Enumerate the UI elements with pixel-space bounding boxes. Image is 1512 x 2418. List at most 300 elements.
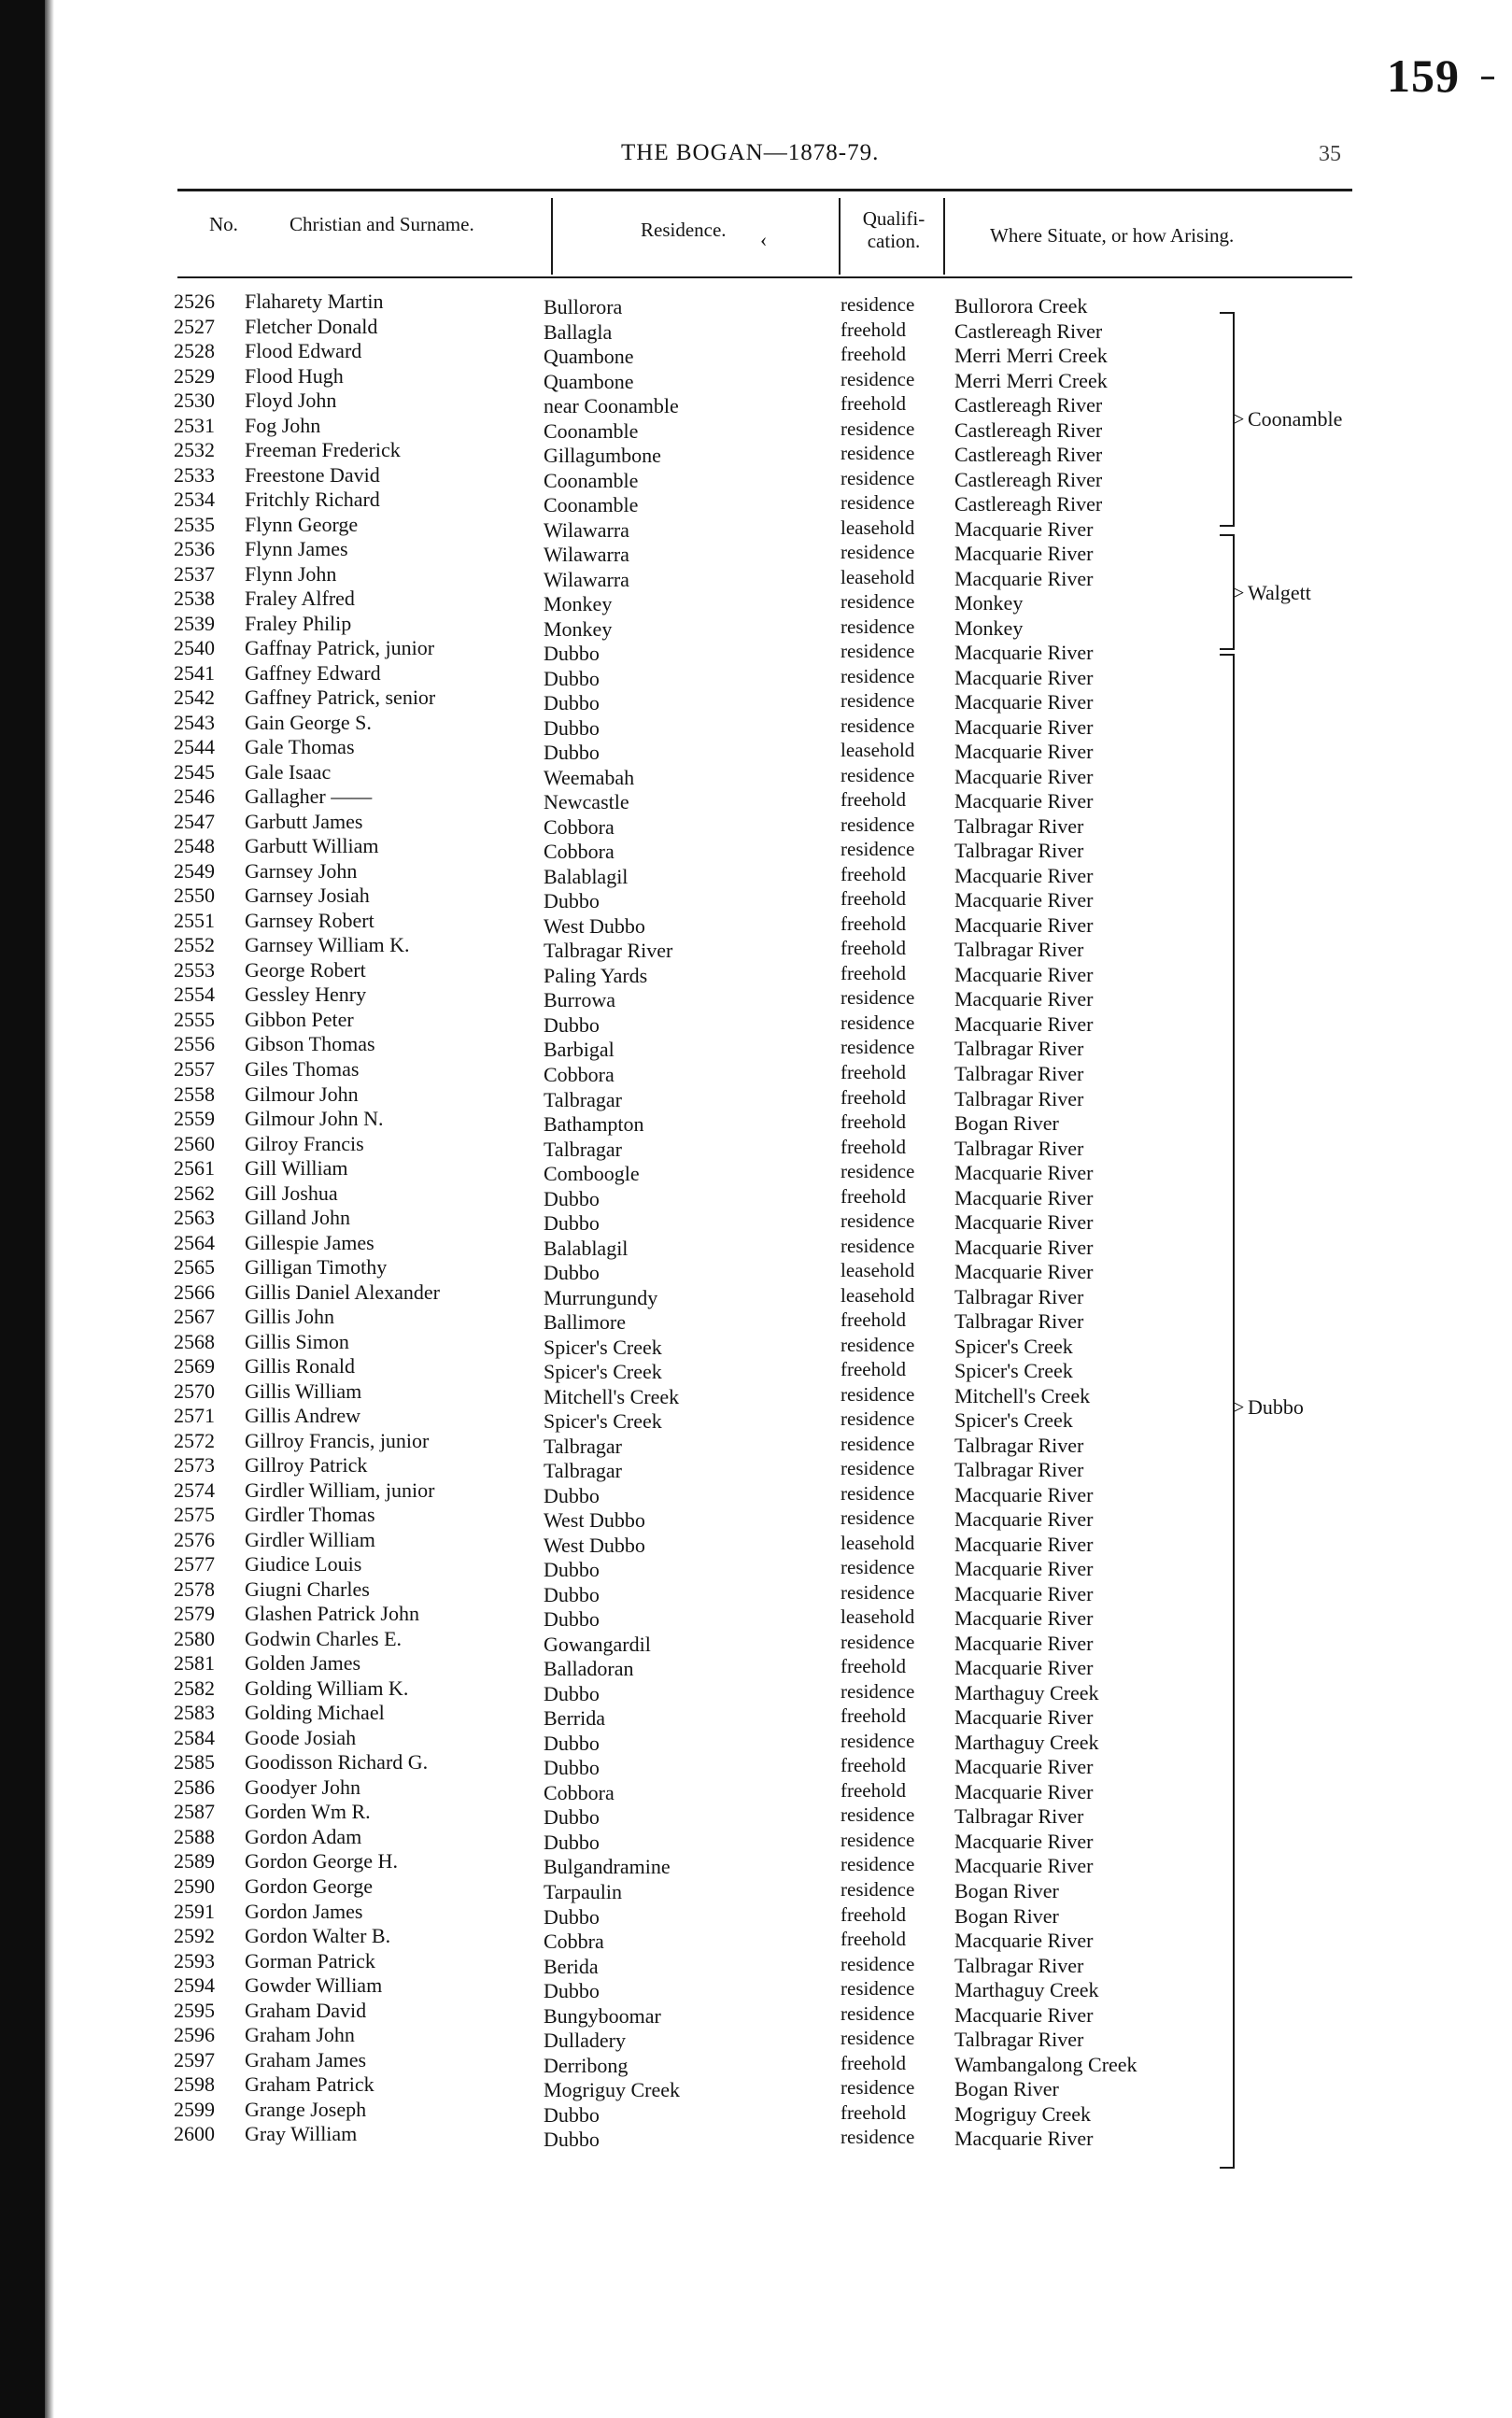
elector-number: 2561 <box>174 1156 215 1181</box>
elector-name: Freeman Frederick <box>245 438 401 462</box>
elector-row <box>0 1676 1512 1705</box>
elector-where-situate: Macquarie River <box>954 1507 1094 1532</box>
elector-qualification: residence <box>841 813 915 836</box>
elector-where-situate: Spicer's Creek <box>954 1359 1073 1383</box>
elector-name: Gordon Adam <box>245 1824 362 1848</box>
elector-row <box>0 1255 1512 1285</box>
elector-row <box>0 1626 1512 1656</box>
elector-row <box>0 785 1512 814</box>
elector-number: 2585 <box>174 1750 215 1775</box>
elector-residence: West Dubbo <box>544 913 645 938</box>
elector-residence: Dubbo <box>544 1186 600 1210</box>
elector-row <box>0 1007 1512 1037</box>
elector-where-situate: Macquarie River <box>954 987 1094 1011</box>
elector-qualification: freehold <box>841 788 906 812</box>
elector-residence: Weemabah <box>544 765 635 789</box>
elector-row <box>0 462 1512 492</box>
elector-qualification: residence <box>841 1556 915 1579</box>
elector-qualification: residence <box>841 1209 915 1233</box>
elector-number: 2591 <box>174 1899 215 1923</box>
elector-row <box>0 884 1512 913</box>
elector-residence: Mogriguy Creek <box>544 2078 681 2102</box>
elector-number: 2534 <box>174 488 215 512</box>
elector-residence: Paling Yards <box>544 963 648 987</box>
elector-where-situate: Macquarie River <box>954 1829 1094 1853</box>
elector-row <box>0 1824 1512 1854</box>
elector-qualification: residence <box>841 2027 915 2050</box>
elector-name: Golding William K. <box>245 1676 409 1700</box>
elector-name: Fraley Philip <box>245 611 352 635</box>
elector-number: 2558 <box>174 1082 215 1106</box>
elector-where-situate: Macquarie River <box>954 2002 1094 2027</box>
elector-row <box>0 2047 1512 2077</box>
elector-number: 2568 <box>174 1329 215 1353</box>
brace-point-icon: > <box>1233 1395 1245 1419</box>
elector-number: 2598 <box>174 2072 215 2097</box>
elector-number: 2533 <box>174 462 215 487</box>
elector-residence: Dubbo <box>544 1012 600 1037</box>
elector-name: Gordon Walter B. <box>245 1924 391 1948</box>
elector-where-situate: Macquarie River <box>954 863 1094 887</box>
elector-qualification: residence <box>841 1382 915 1406</box>
elector-qualification: freehold <box>841 2051 906 2074</box>
elector-where-situate: Bogan River <box>954 1879 1059 1902</box>
header-separator <box>839 198 841 275</box>
elector-number: 2592 <box>174 1924 215 1948</box>
elector-row <box>0 2072 1512 2102</box>
elector-number: 2600 <box>174 2122 215 2146</box>
elector-list <box>0 290 1512 2152</box>
elector-number: 2586 <box>174 1775 215 1799</box>
elector-name: Goode Josiah <box>245 1725 357 1749</box>
elector-where-situate: Macquarie River <box>954 542 1094 566</box>
elector-name: Gordon James <box>245 1899 363 1923</box>
elector-name: Gillroy Francis, junior <box>245 1428 430 1452</box>
elector-qualification: residence <box>841 1506 915 1530</box>
elector-number: 2556 <box>174 1032 215 1056</box>
elector-qualification: residence <box>841 1977 915 2001</box>
elector-row <box>0 983 1512 1012</box>
elector-name: Gillroy Patrick <box>245 1453 368 1478</box>
elector-where-situate: Talbragar River <box>954 1284 1084 1308</box>
elector-residence: Balladoran <box>544 1657 634 1681</box>
elector-number: 2596 <box>174 2023 215 2047</box>
elector-qualification: freehold <box>841 1778 906 1802</box>
elector-name: Garnsey Josiah <box>245 884 370 908</box>
elector-name: Girdler William, junior <box>245 1478 435 1502</box>
elector-where-situate: Macquarie River <box>954 1779 1094 1803</box>
elector-row <box>0 710 1512 740</box>
elector-qualification: residence <box>841 1853 915 1876</box>
elector-qualification: residence <box>841 1803 915 1827</box>
elector-where-situate: Talbragar River <box>954 1433 1084 1457</box>
elector-qualification: freehold <box>841 1110 906 1134</box>
elector-name: Gillis Daniel Alexander <box>245 1280 440 1304</box>
elector-number: 2563 <box>174 1206 215 1230</box>
elector-residence: Dubbo <box>544 1681 600 1705</box>
elector-number: 2546 <box>174 785 215 809</box>
elector-number: 2587 <box>174 1800 215 1824</box>
elector-where-situate: Talbragar River <box>954 938 1084 962</box>
elector-name: Gorman Patrick <box>245 1948 375 1973</box>
elector-number: 2564 <box>174 1230 215 1254</box>
elector-where-situate: Macquarie River <box>954 740 1094 764</box>
elector-row <box>0 660 1512 690</box>
elector-qualification: freehold <box>841 1308 906 1332</box>
elector-row <box>0 1329 1512 1359</box>
elector-name: Graham James <box>245 2047 367 2072</box>
elector-name: Gowder William <box>245 1973 383 1998</box>
elector-qualification: residence <box>841 442 915 465</box>
elector-qualification: residence <box>841 1580 915 1604</box>
elector-row <box>0 1503 1512 1533</box>
elector-row <box>0 2097 1512 2127</box>
elector-name: Gillespie James <box>245 1230 374 1254</box>
elector-row <box>0 1874 1512 1903</box>
elector-number: 2526 <box>174 290 215 313</box>
elector-where-situate: Macquarie River <box>954 1581 1094 1605</box>
elector-residence: Dubbo <box>544 2128 600 2152</box>
group-label: Dubbo <box>1248 1395 1304 1419</box>
elector-row <box>0 2122 1512 2152</box>
elector-qualification: freehold <box>841 862 906 885</box>
elector-number: 2599 <box>174 2097 215 2121</box>
elector-where-situate: Macquarie River <box>954 665 1094 689</box>
elector-residence: Dubbo <box>544 642 600 666</box>
elector-number: 2555 <box>174 1007 215 1031</box>
elector-name: Gilland John <box>245 1206 351 1230</box>
elector-where-situate: Spicer's Creek <box>954 1334 1073 1358</box>
elector-where-situate: Talbragar River <box>954 1136 1084 1160</box>
elector-qualification: residence <box>841 491 915 515</box>
elector-residence: Dubbo <box>544 691 600 715</box>
elector-name: Graham John <box>245 2023 355 2047</box>
elector-name: Flynn George <box>245 512 359 536</box>
elector-row <box>0 488 1512 517</box>
elector-name: Grange Joseph <box>245 2097 367 2121</box>
folio-mark <box>1481 77 1494 79</box>
elector-number: 2597 <box>174 2047 215 2072</box>
elector-row <box>0 759 1512 789</box>
elector-name: Fritchly Richard <box>245 488 380 512</box>
elector-qualification: residence <box>841 1160 915 1183</box>
elector-number: 2560 <box>174 1131 215 1155</box>
elector-row <box>0 1800 1512 1830</box>
elector-number: 2562 <box>174 1181 215 1205</box>
elector-where-situate: Talbragar River <box>954 1804 1084 1829</box>
elector-where-situate: Macquarie River <box>954 1185 1094 1209</box>
elector-row <box>0 1206 1512 1236</box>
elector-residence: Quambone <box>544 369 634 393</box>
elector-qualification: freehold <box>841 1358 906 1381</box>
elector-residence: Cobbora <box>544 814 615 839</box>
elector-residence: Bathampton <box>544 1112 644 1137</box>
elector-where-situate: Bogan River <box>954 2077 1059 2101</box>
elector-qualification: residence <box>841 590 915 614</box>
elector-row <box>0 1181 1512 1210</box>
elector-where-situate: Marthaguy Creek <box>954 1978 1099 2002</box>
elector-number: 2553 <box>174 957 215 982</box>
elector-qualification: leasehold <box>841 1259 915 1282</box>
elector-where-situate: Macquarie River <box>954 764 1094 788</box>
elector-where-situate: Talbragar River <box>954 2028 1084 2052</box>
elector-number: 2554 <box>174 983 215 1007</box>
elector-row <box>0 1082 1512 1111</box>
elector-qualification: leasehold <box>841 1531 915 1554</box>
elector-qualification: residence <box>841 2076 915 2100</box>
elector-number: 2545 <box>174 759 215 784</box>
elector-name: Girdler William <box>245 1527 375 1551</box>
elector-name: Gordon George <box>245 1874 374 1898</box>
elector-row <box>0 2023 1512 2053</box>
folio-number: 159 <box>1387 49 1460 102</box>
elector-residence: Balablagil <box>544 1236 629 1260</box>
elector-qualification: freehold <box>841 961 906 984</box>
elector-residence: Monkey <box>544 592 613 616</box>
elector-where-situate: Bogan River <box>954 1111 1059 1136</box>
elector-qualification: leasehold <box>841 516 915 539</box>
elector-qualification: residence <box>841 615 915 638</box>
elector-name: Gessley Henry <box>245 983 367 1007</box>
elector-row <box>0 537 1512 567</box>
elector-where-situate: Marthaguy Creek <box>954 1680 1099 1704</box>
elector-qualification: leasehold <box>841 1283 915 1307</box>
elector-residence: Spicer's Creek <box>544 1360 662 1384</box>
elector-residence: Spicer's Creek <box>544 1409 662 1434</box>
elector-row <box>0 1527 1512 1557</box>
elector-name: Goodyer John <box>245 1775 361 1799</box>
elector-row <box>0 1899 1512 1929</box>
elector-name: Gaffney Edward <box>245 660 381 685</box>
header-no: No. <box>209 213 238 235</box>
elector-where-situate: Talbragar River <box>954 1458 1084 1482</box>
elector-where-situate: Macquarie River <box>954 714 1094 739</box>
elector-name: Gibbon Peter <box>245 1007 354 1031</box>
elector-residence: Dubbo <box>544 1805 600 1830</box>
elector-qualification: residence <box>841 1952 915 1975</box>
elector-name: Gillis Simon <box>245 1329 349 1353</box>
elector-number: 2550 <box>174 884 215 908</box>
elector-residence: Comboogle <box>544 1162 640 1186</box>
elector-row <box>0 314 1512 344</box>
elector-name: Gillis Andrew <box>245 1404 361 1428</box>
elector-number: 2536 <box>174 537 215 561</box>
elector-qualification: freehold <box>841 1902 906 1926</box>
elector-residence: Dubbo <box>544 1731 600 1755</box>
elector-number: 2529 <box>174 363 215 388</box>
elector-residence: Gowangardil <box>544 1632 651 1656</box>
elector-residence: near Coonamble <box>544 394 679 418</box>
elector-qualification: freehold <box>841 2100 906 2124</box>
elector-where-situate: Wambangalong Creek <box>954 2052 1138 2076</box>
elector-residence: Wilawarra <box>544 567 629 591</box>
elector-qualification: residence <box>841 689 915 713</box>
elector-row <box>0 1280 1512 1309</box>
elector-name: Gilligan Timothy <box>245 1255 388 1280</box>
elector-number: 2573 <box>174 1453 215 1478</box>
elector-name: Gaffney Patrick, senior <box>245 686 436 710</box>
elector-number: 2580 <box>174 1626 215 1650</box>
elector-where-situate: Talbragar River <box>954 839 1084 863</box>
elector-qualification: freehold <box>841 392 906 416</box>
elector-name: Giudice Louis <box>245 1552 362 1577</box>
elector-name: Golding Michael <box>245 1701 385 1725</box>
elector-where-situate: Merri Merri Creek <box>954 368 1108 392</box>
elector-name: Gilmour John N. <box>245 1107 384 1131</box>
elector-qualification: residence <box>841 1457 915 1480</box>
elector-where-situate: Macquarie River <box>954 1656 1094 1680</box>
elector-number: 2576 <box>174 1527 215 1551</box>
elector-qualification: residence <box>841 1729 915 1752</box>
elector-number: 2590 <box>174 1874 215 1898</box>
elector-where-situate: Castlereagh River <box>954 318 1103 343</box>
page-number: 35 <box>1319 142 1341 166</box>
elector-number: 2577 <box>174 1552 215 1577</box>
elector-qualification: residence <box>841 1828 915 1851</box>
elector-where-situate: Macquarie River <box>954 1482 1094 1506</box>
elector-residence: Coonamble <box>544 493 639 517</box>
elector-residence: Spicer's Creek <box>544 1335 662 1359</box>
elector-residence: Dubbo <box>544 1904 600 1929</box>
elector-residence: Murrungundy <box>544 1285 658 1309</box>
header-separator <box>551 198 553 275</box>
elector-where-situate: Bogan River <box>954 1903 1059 1928</box>
elector-qualification: freehold <box>841 1085 906 1109</box>
header-top-rule <box>177 189 1352 191</box>
elector-residence: Dubbo <box>544 715 600 740</box>
elector-residence: Dubbo <box>544 1261 600 1285</box>
elector-where-situate: Macquarie River <box>954 1011 1094 1036</box>
elector-name: Graham Patrick <box>245 2072 374 2097</box>
elector-name: Girdler Thomas <box>245 1503 375 1527</box>
elector-number: 2593 <box>174 1948 215 1973</box>
elector-row <box>0 1156 1512 1186</box>
elector-residence: Dubbo <box>544 1607 600 1632</box>
elector-number: 2544 <box>174 735 215 759</box>
elector-row <box>0 1107 1512 1137</box>
elector-name: Garbutt James <box>245 809 363 833</box>
elector-where-situate: Castlereagh River <box>954 492 1103 516</box>
elector-where-situate: Macquarie River <box>954 1210 1094 1235</box>
elector-name: Gaffnay Patrick, junior <box>245 636 435 660</box>
elector-where-situate: Macquarie River <box>954 566 1094 590</box>
elector-row <box>0 1701 1512 1731</box>
elector-residence: Talbragar <box>544 1137 622 1161</box>
elector-qualification: freehold <box>841 912 906 935</box>
elector-row <box>0 1577 1512 1606</box>
elector-where-situate: Talbragar River <box>954 813 1084 838</box>
elector-row <box>0 1849 1512 1879</box>
elector-residence: Dubbo <box>544 741 600 765</box>
elector-qualification: residence <box>841 640 915 663</box>
elector-qualification: residence <box>841 1481 915 1505</box>
elector-name: Giugni Charles <box>245 1577 370 1601</box>
elector-name: Freestone David <box>245 462 380 487</box>
elector-residence: Dubbo <box>544 1979 600 2003</box>
elector-row <box>0 1478 1512 1507</box>
elector-residence: Dubbo <box>544 2102 600 2127</box>
elector-number: 2542 <box>174 686 215 710</box>
elector-qualification: residence <box>841 466 915 489</box>
elector-where-situate: Macquarie River <box>954 516 1094 541</box>
elector-number: 2547 <box>174 809 215 833</box>
elector-row <box>0 1453 1512 1483</box>
elector-residence: Gillagumbone <box>544 444 661 468</box>
elector-residence: Dubbo <box>544 666 600 690</box>
elector-residence: Coonamble <box>544 468 639 492</box>
elector-residence: Burrowa <box>544 988 615 1012</box>
header-where: Where Situate, or how Arising. <box>990 224 1235 247</box>
elector-qualification: residence <box>841 1432 915 1455</box>
elector-where-situate: Castlereagh River <box>954 393 1103 417</box>
elector-where-situate: Macquarie River <box>954 1161 1094 1185</box>
elector-number: 2581 <box>174 1651 215 1676</box>
elector-name: Garnsey Robert <box>245 908 374 932</box>
elector-number: 2594 <box>174 1973 215 1998</box>
elector-qualification: freehold <box>841 887 906 911</box>
elector-residence: Dubbo <box>544 1756 600 1780</box>
group-label: Coonamble <box>1248 407 1343 431</box>
elector-name: Gill William <box>245 1156 348 1181</box>
elector-name: George Robert <box>245 957 366 982</box>
elector-where-situate: Castlereagh River <box>954 417 1103 442</box>
elector-residence: Cobbora <box>544 1062 615 1086</box>
elector-qualification: residence <box>841 714 915 737</box>
elector-where-situate: Macquarie River <box>954 641 1094 665</box>
elector-row <box>0 1725 1512 1755</box>
elector-qualification: residence <box>841 293 915 316</box>
elector-row <box>0 834 1512 864</box>
elector-residence: Wilawarra <box>544 517 629 542</box>
elector-number: 2571 <box>174 1404 215 1428</box>
elector-name: Fletcher Donald <box>245 314 378 338</box>
elector-residence: Talbragar <box>544 1459 622 1483</box>
elector-number: 2551 <box>174 908 215 932</box>
elector-name: Garnsey John <box>245 858 358 883</box>
elector-residence: Berrida <box>544 1706 605 1731</box>
elector-name: Gallagher —— <box>245 785 373 809</box>
elector-number: 2569 <box>174 1354 215 1379</box>
elector-number: 2538 <box>174 587 215 611</box>
elector-where-situate: Talbragar River <box>954 1086 1084 1110</box>
elector-number: 2578 <box>174 1577 215 1601</box>
elector-number: 2583 <box>174 1701 215 1725</box>
elector-residence: Talbragar River <box>544 939 673 963</box>
elector-number: 2549 <box>174 858 215 883</box>
elector-qualification: freehold <box>841 1754 906 1777</box>
elector-number: 2588 <box>174 1824 215 1848</box>
elector-name: Flynn John <box>245 561 337 586</box>
elector-row <box>0 686 1512 715</box>
elector-residence: Dulladery <box>544 2029 626 2053</box>
elector-number: 2540 <box>174 636 215 660</box>
elector-number: 2543 <box>174 710 215 734</box>
elector-qualification: residence <box>841 1011 915 1034</box>
elector-name: Gordon George H. <box>245 1849 398 1874</box>
elector-qualification: residence <box>841 664 915 687</box>
elector-number: 2570 <box>174 1379 215 1403</box>
group-label: Walgett <box>1248 581 1311 604</box>
elector-residence: Quambone <box>544 345 634 369</box>
elector-residence: Tarpaulin <box>544 1880 622 1903</box>
elector-name: Gain George S. <box>245 710 372 734</box>
elector-row <box>0 1305 1512 1335</box>
elector-row <box>0 957 1512 987</box>
elector-qualification: freehold <box>841 343 906 366</box>
elector-residence: Dubbo <box>544 1830 600 1854</box>
elector-where-situate: Merri Merri Creek <box>954 344 1108 368</box>
elector-number: 2589 <box>174 1849 215 1874</box>
